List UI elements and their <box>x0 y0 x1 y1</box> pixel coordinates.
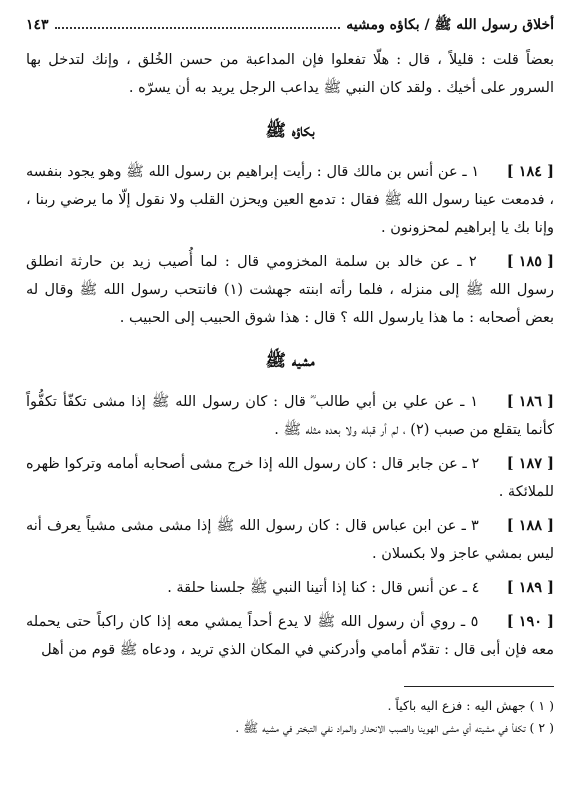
section-title-weeping: بكاؤه ﷺ <box>265 121 315 141</box>
entry-text: ٥ ـ روي أن رسول الله ﷺ لا يدع أحداً يمشي معه إذا كان راكباً حتى يحمله معه فإن أبى قال : تقدّم أمامي وأدركني في المكان الذي تريد ، ودعاه ﷺ قوم من أهل <box>26 614 554 658</box>
entry-text: ١ ـ عن أنس بن مالك قال : رأيت إبراهيم بن رسول الله ﷺ وهو يجود بنفسه ، فدمعت عينا رسول الله ﷺ فقال : تدمع العين ويحزن القلب ولا نقول إلّا ما يرضي ربنا ، وإنا بك يا إبراهيم لمحزونون . <box>26 164 554 236</box>
entry <box>26 450 554 506</box>
footnote-separator <box>404 686 554 687</box>
running-header <box>26 12 554 38</box>
page-number: ١٤٣ <box>26 17 49 33</box>
entry <box>26 248 554 332</box>
header-title: أخلاق رسول الله ﷺ / بكاؤه ومشيه <box>346 17 554 33</box>
footnote: ( ٢ ) تكفأ في مشيته أي مشى الهوينا والصبب الانحدار والمراد نفي التبختر في مشيه ﷺ . <box>235 720 554 735</box>
entry-number: [ ١٩٠ ] <box>506 613 555 630</box>
entry-text: ٢ ـ عن خالد بن سلمة المخزومي قال : لما أُصيب زيد بن حارثة انطلق رسول الله ﷺ إلى منزله ، فلما رأته ابنته جهشت (١) فانتحب رسول الله ﷺ وقال له بعض أصحابه : ما هذا يارسول الله ؟ قال : هذا شوق الحبيب إلى الحبيب . <box>26 254 555 326</box>
entry-number: [ ١٨٩ ] <box>506 579 554 596</box>
entry-number: [ ١٨٨ ] <box>506 517 555 534</box>
header-dot-leader <box>55 27 341 29</box>
footnote: ( ١ ) جهش اليه : فزع اليه باكياً . <box>387 698 554 713</box>
entry <box>26 388 554 444</box>
intro-paragraph: بعضاً قلت : قليلاً ، قال : هلّا تفعلوا فإن المداعبة من حسن الخُلق ، وإنك لتدخل بها السرور على أخيك . ولقد كان النبي ﷺ يداعب الرجل يريد به أن يسرّه . <box>26 52 554 96</box>
entry <box>26 574 554 602</box>
entry-text: ٣ ـ عن ابن عباس قال : كان رسول الله ﷺ إذا مشى مشى مشياً يعرف أنه ليس بمشي عاجز ولا بكسلان . <box>26 518 554 562</box>
entry-text: ٢ ـ عن جابر قال : كان رسول الله إذا خرج مشى أصحابه أمامه وتركوا ظهره للملائكة . <box>26 456 554 500</box>
entry <box>26 608 554 664</box>
entry <box>26 158 554 242</box>
entry-number: [ ١٨٤ ] <box>506 163 554 180</box>
entry-number: [ ١٨٦ ] <box>506 393 554 410</box>
entry-number: [ ١٨٥ ] <box>506 253 554 270</box>
entry <box>26 512 554 568</box>
entry-text: ١ ـ عن علي بن أبي طالب ؓ قال : كان رسول الله ﷺ إذا مشى تكفّأ تكفُّواً كأنما يتقلع من صبب (٢) ، لم أر قبله ولا بعده مثله ﷺ . <box>26 394 554 438</box>
entry-number: [ ١٨٧ ] <box>506 455 555 472</box>
section-title-walking: مشيه ﷺ <box>265 351 315 371</box>
entry-text: ٤ ـ عن أنس قال : كنا إذا أتينا النبي ﷺ جلسنا حلقة . <box>167 580 480 596</box>
